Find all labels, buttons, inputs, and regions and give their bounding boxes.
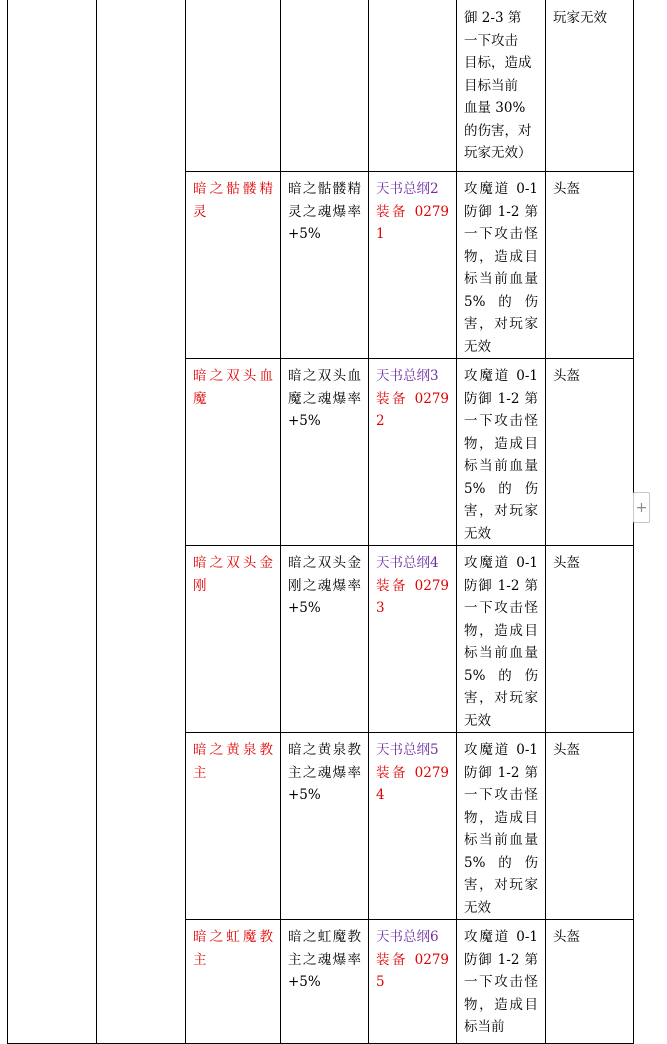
slot-text: 头盔 — [553, 555, 580, 571]
soul-cell[interactable] — [281, 546, 369, 733]
slot-cell[interactable] — [546, 920, 634, 1044]
soul-drop-text: 暗之虹魔教主之魂爆率+5% — [288, 929, 361, 990]
plus-icon: + — [635, 500, 648, 516]
book-name: 天书总纲 — [376, 368, 430, 384]
effect-cell[interactable] — [457, 546, 546, 733]
merged-cell-col2 — [97, 0, 186, 1044]
book-cell[interactable] — [369, 546, 457, 733]
soul-cell[interactable] — [281, 733, 369, 920]
book-name: 天书总纲 — [376, 929, 430, 945]
book-cell[interactable] — [369, 172, 457, 359]
slot-text: 头盔 — [553, 181, 580, 197]
monster-cell[interactable] — [186, 733, 281, 920]
effect-line: 玩家无效） — [464, 145, 532, 161]
effect-line: 一下攻击 — [464, 32, 518, 49]
equipment-table — [7, 0, 634, 1044]
effect-cell[interactable] — [457, 0, 546, 172]
table-cell — [369, 0, 457, 172]
book-number: 5 — [430, 742, 439, 758]
book-name: 天书总纲 — [376, 742, 430, 758]
effect-text: 攻魔道 0-1 防御 1-2 第一下攻击怪物，造成目标当前血量 5%的伤害，对玩家无效 — [464, 181, 538, 355]
monster-name: 暗之虹魔教主 — [193, 929, 273, 968]
equip-code: 装备 02792 — [376, 390, 449, 429]
book-number: 6 — [430, 929, 439, 945]
soul-drop-text: 暗之双头金刚之魂爆率+5% — [288, 555, 361, 616]
book-name: 天书总纲 — [376, 555, 430, 571]
add-row-button[interactable] — [633, 492, 650, 523]
effect-text: 攻魔道 0-1 防御 1-2 第一下攻击怪物，造成目标当前血量 5%的伤害，对玩家无效 — [464, 368, 538, 542]
effect-text: 攻魔道 0-1 防御 1-2 第一下攻击怪物，造成目标当前血量 5%的伤害，对玩家无效 — [464, 555, 538, 729]
soul-drop-text: 暗之黄泉教主之魂爆率+5% — [288, 742, 361, 803]
equip-code: 装备 02793 — [376, 577, 449, 616]
soul-drop-text: 暗之双头血魔之魂爆率+5% — [288, 368, 361, 429]
effect-cell[interactable] — [457, 920, 546, 1044]
equip-code: 装备 02794 — [376, 764, 449, 803]
monster-cell[interactable] — [186, 546, 281, 733]
soul-drop-text: 暗之骷髅精灵之魂爆率+5% — [288, 181, 361, 242]
monster-cell[interactable] — [186, 359, 281, 546]
monster-cell[interactable] — [186, 172, 281, 359]
book-name: 天书总纲 — [376, 181, 430, 197]
slot-text: 头盔 — [553, 742, 580, 758]
effect-cell[interactable] — [457, 359, 546, 546]
monster-name: 暗之双头血魔 — [193, 368, 273, 407]
effect-line: 血量 30% — [464, 100, 526, 116]
slot-cell[interactable] — [546, 546, 634, 733]
book-number: 2 — [430, 181, 439, 197]
merged-cell-col1 — [8, 0, 97, 1044]
book-number: 3 — [430, 368, 439, 384]
table-cell — [281, 0, 369, 172]
equip-code: 装备 02791 — [376, 203, 449, 242]
effect-line: 目标当前 — [464, 77, 518, 94]
table-cell — [186, 0, 281, 172]
book-cell[interactable] — [369, 359, 457, 546]
monster-name: 暗之双头金刚 — [193, 555, 273, 594]
soul-cell[interactable] — [281, 920, 369, 1044]
slot-text: 头盔 — [553, 368, 580, 384]
monster-name: 暗之黄泉教主 — [193, 742, 273, 781]
soul-cell[interactable] — [281, 359, 369, 546]
monster-name: 暗之骷髅精灵 — [193, 181, 273, 220]
book-cell[interactable] — [369, 733, 457, 920]
effect-line: 御 2-3 第 — [464, 10, 522, 26]
effect-cell[interactable] — [457, 733, 546, 920]
equip-code: 装备 02795 — [376, 951, 449, 990]
book-number: 4 — [430, 555, 439, 571]
effect-line: 的伤害，对 — [464, 122, 532, 139]
effect-cell[interactable] — [457, 172, 546, 359]
slot-cell[interactable] — [546, 172, 634, 359]
effect-text: 攻魔道 0-1 防御 1-2 第一下攻击怪物，造成目标当前 — [464, 929, 538, 1035]
slot-cell[interactable] — [546, 359, 634, 546]
monster-cell[interactable] — [186, 920, 281, 1044]
slot-text: 头盔 — [553, 929, 580, 945]
effect-line: 目标，造成 — [464, 55, 532, 71]
effect-text: 攻魔道 0-1 防御 1-2 第一下攻击怪物，造成目标当前血量 5%的伤害，对玩家无效 — [464, 742, 538, 916]
book-cell[interactable] — [369, 920, 457, 1044]
table-row-continued — [8, 0, 634, 172]
soul-cell[interactable] — [281, 172, 369, 359]
slot-cell[interactable] — [546, 733, 634, 920]
slot-text: 玩家无效 — [553, 10, 607, 26]
slot-cell[interactable] — [546, 0, 634, 172]
